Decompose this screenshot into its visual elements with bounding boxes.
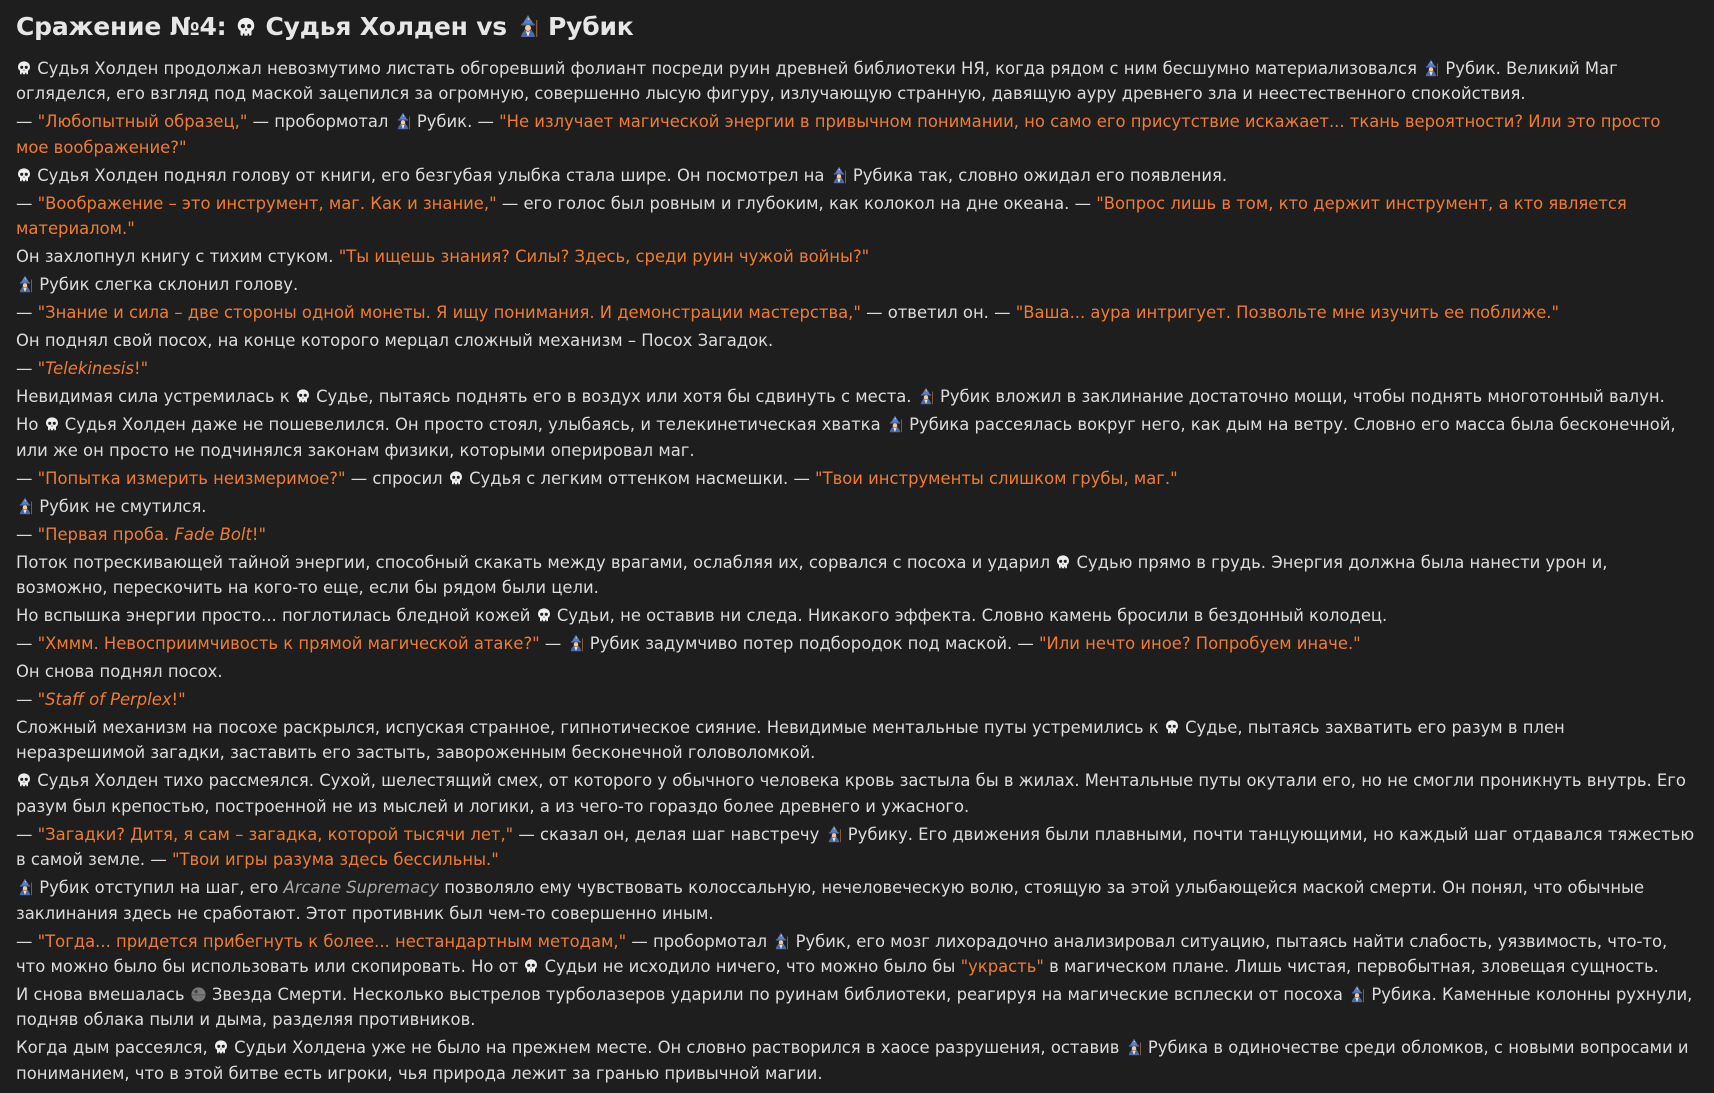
story-paragraph [16,328,1696,353]
story-paragraph [16,244,1696,269]
story-body [16,56,1696,1086]
narration-text: — пробормотал [626,931,773,951]
skull-icon [536,603,557,628]
story-paragraph [16,522,1696,547]
narration-text: Судья Холден продолжал невозмутимо листать обгоревший фолиант посреди руин древней библиотеки НЯ, когда рядом с ним бесшумно материализовался [37,59,1423,78]
wizard-icon [16,875,39,900]
story-paragraph [16,109,1696,160]
skull-icon [1164,715,1185,740]
dialogue-quote: "Воображение – это инструмент, маг. Как и знание," [37,193,497,213]
narration-text: Судья Холден даже не пошевелился. Он просто стоял, улыбаясь, и телекинетическая хватка [64,415,886,435]
dialogue-quote: " [37,359,46,379]
spell-name: Staff of Perplex [45,690,172,710]
narration-text: Рубика. Каменные колонны рухнули, подняв облака пыли и дыма, разделяя противников. [16,985,1693,1030]
wizard-icon [1348,982,1371,1007]
story-paragraph [16,715,1696,766]
narration-text: — [16,634,38,654]
dialogue-quote: "Хммм. Невосприимчивость к прямой магической атаке?" [37,634,540,654]
wizard-icon [1422,56,1445,81]
narration-text: Рубика так, словно ожидал его появления. [852,165,1228,185]
story-paragraph [16,356,1696,381]
skull-icon [16,163,37,188]
narration-text: — [16,931,38,951]
narration-text: Когда дым рассеялся, [16,1038,213,1058]
dialogue-quote: "Не излучает магической энергии в привычном понимании, но само его присутствие искажает... ткань вероятности? Или это просто мое воображение?" [16,112,1661,157]
story-paragraph [16,875,1696,926]
dialogue-quote: "Твои игры разума здесь бессильны." [171,850,499,870]
skull-icon [213,1035,234,1060]
narration-text: Поток потрескивающей тайной энергии, способный скакать между врагами, ослабляя их, сорвался с посоха и ударил [16,552,1056,572]
dialogue-quote: !" [251,524,267,544]
dialogue-quote: "Ты ищешь знания? Силы? Здесь, среди руин чужой войны?" [338,247,870,267]
spell-name: Fade Bolt [174,524,252,544]
narration-text: — [16,524,38,544]
story-paragraph [16,659,1696,684]
dialogue-quote: "Первая проба. [37,524,175,544]
narration-text: Он поднял свой посох, на конце которого мерцал сложный механизм – Посох Загадок. [16,331,774,351]
skull-icon [523,954,544,979]
narration-text: Звезда Смерти. Несколько выстрелов турболазеров ударили по руинам библиотеки, реагируя на магические всплески от посоха [211,985,1349,1005]
wizard-icon [16,272,39,297]
dialogue-quote: "Ваша... аура интригует. Позвольте мне изучить ее поближе." [1015,303,1560,323]
narration-text: — [16,112,38,132]
story-paragraph [16,631,1696,656]
narration-text: — сказал он, делая шаг навстречу [513,824,825,844]
narration-text: — ответил он. — [860,303,1016,323]
wizard-icon [567,631,590,656]
narration-text: И снова вмешалась [16,985,190,1005]
dialogue-quote: "Твои инструменты слишком грубы, маг." [815,468,1178,488]
skull-icon [16,56,37,81]
dialogue-quote: "Тогда... придется прибегнуть к более... нестандартным методам," [37,931,627,951]
story-paragraph [16,300,1696,325]
narration-text: — [16,468,38,488]
narration-text: в магическом плане. Лишь чистая, первобытная, зловещая сущность. [1043,957,1659,977]
dialogue-quote: "Загадки? Дитя, я сам – загадка, которой тысячи лет," [37,824,514,844]
narration-text: Сложный механизм на посохе раскрылся, испуская странное, гипнотическое сияние. Невидимые ментальные путы устремились к [16,718,1164,738]
narration-text: Но [16,415,44,435]
narration-text: Судье, пытаясь поднять его в воздух или хотя бы сдвинуть с места. [316,387,917,407]
skull-icon [448,466,469,491]
narration-text: Но вспышка энергии просто... поглотилась бледной кожей [16,606,536,626]
story-paragraph [16,191,1696,242]
narration-text: — [16,193,38,213]
dialogue-quote: "Попытка измерить неизмеримое?" [37,468,346,488]
narration-text: — [539,634,567,654]
wizard-icon [516,10,540,44]
wizard-icon [886,412,909,437]
title-vs: vs [476,12,507,41]
narration-text: Он захлопнул книгу с тихим стуком. [16,247,339,267]
dialogue-quote: "Вопрос лишь в том, кто держит инструмент, а кто является материалом." [16,193,1627,239]
narration-text: Судье, пытаясь захватить его разум в плен неразрешимой загадки, заставить его застыть, завороженным бесконечной головоломкой. [16,718,1565,763]
battle-title [16,10,1696,44]
story-paragraph [16,768,1696,819]
wizard-icon [16,494,39,519]
narration-text: Судьи, не оставив ни следа. Никакого эффекта. Словно камень бросили в бездонный колодец. [556,606,1388,626]
narration-text: Рубик задумчиво потер подбородок под маской. — [589,634,1039,654]
story-paragraph [16,272,1696,297]
wizard-icon [825,822,848,847]
story-paragraph [16,982,1696,1033]
narration-text: позволяло ему чувствовать колоссальную, нечеловеческую волю, стоящую за этой улыбающейся маской смерти. Он понял, что обычные заклинания здесь не сработают. Этот противник был чем-то совершенно иным. [16,878,1645,923]
skull-icon [1055,550,1076,575]
dialogue-quote: !" [171,690,186,710]
narration-text: Судьи не исходило ничего, что можно было бы [544,957,961,977]
story-paragraph [16,466,1696,491]
dialogue-quote: " [37,690,46,710]
wizard-icon [772,929,795,954]
dialogue-quote: "Знание и сила – две стороны одной монеты. Я ищу понимания. И демонстрации мастерства," [37,303,861,323]
narration-text: Судьи Холдена уже не было на прежнем месте. Он словно растворился в хаосе разрушения, оставив [234,1038,1125,1058]
story-paragraph [16,1035,1696,1086]
story-paragraph [16,603,1696,628]
narration-text: Невидимая сила устремилась к [16,387,295,407]
story-paragraph [16,687,1696,712]
spell-name: Telekinesis [45,359,135,379]
narration-text: Судью прямо в грудь. Энергия должна была нанести урон и, возможно, перескочить на кого-то еще, если бы рядом были цели. [16,552,1608,598]
skull-icon [295,384,316,409]
wizard-icon [1125,1035,1148,1060]
dialogue-quote: "Любопытный образец," [37,112,248,132]
narration-text: Рубику. Его движения были плавными, почти танцующими, но каждый шаг отдавался тяжестью в самой земле. — [16,824,1695,870]
narration-text: Рубика в одиночестве среди обломков, с новыми вопросами и пониманием, что в этой битве есть игроки, чья природа лежит за гранью привычной магии. [16,1038,1689,1083]
story-paragraph [16,494,1696,519]
narration-text: Рубика рассеялась вокруг него, как дым на ветру. Словно его масса была бесконечной, или же он просто не подчинялся законам физики, которыми оперировал маг. [16,415,1676,460]
skull-icon [44,412,65,437]
narration-text: — [16,303,38,323]
dialogue-quote: !" [134,359,149,379]
narration-text: — [16,690,38,710]
story-paragraph [16,163,1696,188]
story-paragraph [16,412,1696,463]
title-judge: Судья Холден [265,12,468,41]
story-paragraph [16,929,1696,980]
narration-text: Судья Холден тихо рассмеялся. Сухой, шелестящий смех, от которого у обычного человека кровь застыла бы в жилах. Ментальные путы окутали его, но не смогли проникнуть внутрь. Его разум был крепостью, построенной не из мыслей и логики, а из чего-то гораздо более древнего и ужасного. [16,771,1686,816]
narration-text: Рубик вложил в заклинание достаточно мощи, чтобы поднять многотонный валун. [939,387,1665,407]
narration-text: Рубик слегка склонил голову. [39,275,299,295]
narration-text: Рубик. — [416,112,500,132]
narration-text: Рубик отступил на шаг, его [39,878,284,898]
narration-text: Рубик. Великий Маг огляделся, его взгляд под маской зацепился за огромную, совершенно лысую фигуру, излучающую странную, давящую ауру древнего зла и неестественного спокойствия. [16,59,1618,104]
wizard-icon [830,163,853,188]
wizard-icon [917,384,940,409]
death-star-icon [190,982,212,1007]
narration-text: Судья с легким оттенком насмешки. — [469,468,816,488]
story-paragraph [16,822,1696,873]
ability-name: Arcane Supremacy [283,878,439,898]
title-prefix: Сражение №4: [16,12,227,41]
narration-text: Рубик, его мозг лихорадочно анализировал ситуацию, пытаясь найти слабость, уязвимость, что-то, что можно было бы использовать или скопировать. Но от [16,931,1668,977]
narration-text: — [16,359,38,379]
narration-text: — спросил [345,468,448,488]
narration-text: — [16,824,38,844]
narration-text: Рубик не смутился. [39,496,207,516]
narration-text: — его голос был ровным и глубоким, как колокол на дне океана. — [496,193,1097,213]
story-paragraph [16,384,1696,409]
dialogue-quote: "Или нечто иное? Попробуем иначе." [1039,634,1361,654]
story-paragraph [16,550,1696,601]
narration-text: Он снова поднял посох. [16,662,223,682]
narration-text: Судья Холден поднял голову от книги, его безгубая улыбка стала шире. Он посмотрел на [37,165,830,185]
dialogue-quote: "украсть" [960,957,1044,977]
skull-icon [16,768,37,793]
story-paragraph [16,56,1696,107]
title-mage: Рубик [548,12,634,41]
narration-text: — пробормотал [247,112,394,132]
skull-icon [235,10,257,44]
wizard-icon [394,109,417,134]
